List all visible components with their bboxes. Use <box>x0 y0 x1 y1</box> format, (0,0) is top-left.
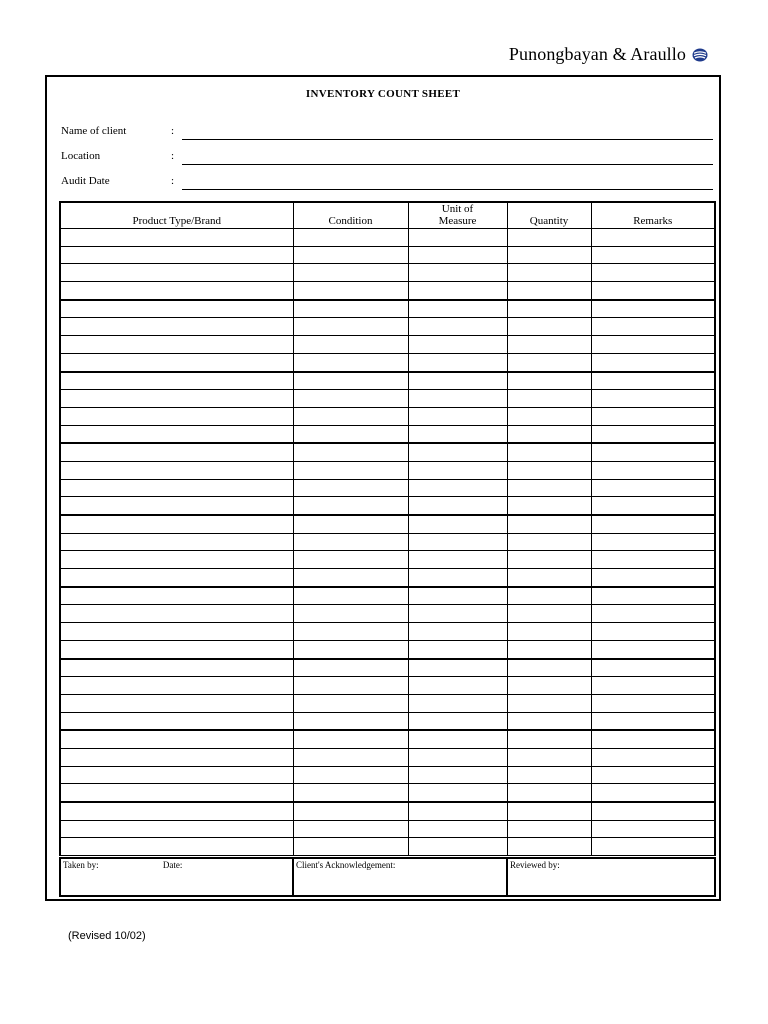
table-cell[interactable] <box>507 515 591 533</box>
audit-date-field[interactable] <box>61 174 713 190</box>
table-row <box>60 246 715 264</box>
table-cell[interactable] <box>408 353 507 371</box>
table-cell[interactable] <box>293 766 408 784</box>
table-cell[interactable] <box>591 461 715 479</box>
table-cell[interactable] <box>293 569 408 587</box>
table-cell[interactable] <box>408 336 507 354</box>
table-cell[interactable] <box>60 318 293 336</box>
table-cell[interactable] <box>293 730 408 748</box>
table-cell[interactable] <box>60 515 293 533</box>
table-cell[interactable] <box>507 766 591 784</box>
table-cell[interactable] <box>507 336 591 354</box>
table-cell[interactable] <box>507 461 591 479</box>
table-cell[interactable] <box>408 407 507 425</box>
table-row <box>60 838 715 856</box>
client-acknowledgement-box[interactable] <box>293 858 507 896</box>
table-row <box>60 318 715 336</box>
table-cell[interactable] <box>591 694 715 712</box>
table-cell[interactable] <box>60 390 293 408</box>
table-row <box>60 605 715 623</box>
location-field[interactable] <box>61 149 713 165</box>
signature-section <box>59 857 716 897</box>
table-cell[interactable] <box>293 694 408 712</box>
table-row <box>60 425 715 443</box>
table-cell[interactable] <box>60 372 293 390</box>
table-cell[interactable] <box>293 838 408 856</box>
table-cell[interactable] <box>507 802 591 820</box>
table-cell[interactable] <box>408 551 507 569</box>
table-cell[interactable] <box>507 640 591 658</box>
table-cell[interactable] <box>408 282 507 300</box>
form-title: INVENTORY COUNT SHEET <box>305 88 461 100</box>
table-cell[interactable] <box>293 353 408 371</box>
table-cell[interactable] <box>60 425 293 443</box>
table-cell[interactable] <box>60 229 293 247</box>
table-cell[interactable] <box>60 605 293 623</box>
table-cell[interactable] <box>507 784 591 802</box>
revision-note: (Revised 10/02) <box>68 930 146 942</box>
table-cell[interactable] <box>408 677 507 695</box>
table-row <box>60 587 715 605</box>
table-cell[interactable] <box>293 461 408 479</box>
table-row <box>60 640 715 658</box>
table-cell[interactable] <box>293 659 408 677</box>
table-cell[interactable] <box>591 497 715 515</box>
table-cell[interactable] <box>591 605 715 623</box>
field-underline <box>182 139 713 140</box>
table-cell[interactable] <box>591 677 715 695</box>
table-cell[interactable] <box>60 336 293 354</box>
table-cell[interactable] <box>60 246 293 264</box>
table-row <box>60 479 715 497</box>
table-cell[interactable] <box>507 712 591 730</box>
table-cell[interactable] <box>591 229 715 247</box>
table-row <box>60 497 715 515</box>
table-cell[interactable] <box>507 605 591 623</box>
table-cell[interactable] <box>591 443 715 461</box>
table-cell[interactable] <box>60 712 293 730</box>
table-cell[interactable] <box>507 229 591 247</box>
table-row <box>60 264 715 282</box>
table-cell[interactable] <box>293 336 408 354</box>
table-cell[interactable] <box>293 246 408 264</box>
table-cell[interactable] <box>408 461 507 479</box>
table-cell[interactable] <box>591 623 715 641</box>
table-cell[interactable] <box>507 820 591 838</box>
table-cell[interactable] <box>408 318 507 336</box>
table-cell[interactable] <box>507 748 591 766</box>
table-cell[interactable] <box>293 515 408 533</box>
table-cell[interactable] <box>60 533 293 551</box>
table-cell[interactable] <box>60 640 293 658</box>
field-underline <box>182 189 713 190</box>
table-cell[interactable] <box>591 300 715 318</box>
table-cell[interactable] <box>60 623 293 641</box>
table-cell[interactable] <box>507 282 591 300</box>
table-cell[interactable] <box>293 623 408 641</box>
table-cell[interactable] <box>408 300 507 318</box>
table-cell[interactable] <box>507 372 591 390</box>
table-cell[interactable] <box>591 353 715 371</box>
table-cell[interactable] <box>293 318 408 336</box>
table-cell[interactable] <box>293 229 408 247</box>
table-cell[interactable] <box>408 533 507 551</box>
table-cell[interactable] <box>293 640 408 658</box>
table-cell[interactable] <box>408 838 507 856</box>
column-header-remarks: Remarks <box>591 202 715 229</box>
table-cell[interactable] <box>293 300 408 318</box>
field-underline <box>182 164 713 165</box>
table-cell[interactable] <box>60 784 293 802</box>
client-acknowledgement-label: Client's Acknowledgement: <box>296 860 396 870</box>
table-cell[interactable] <box>507 569 591 587</box>
table-cell[interactable] <box>507 353 591 371</box>
inventory-form <box>45 75 721 901</box>
table-cell[interactable] <box>60 694 293 712</box>
table-cell[interactable] <box>408 372 507 390</box>
table-row <box>60 229 715 247</box>
table-cell[interactable] <box>293 802 408 820</box>
table-cell[interactable] <box>60 407 293 425</box>
table-cell[interactable] <box>60 300 293 318</box>
table-row <box>60 569 715 587</box>
table-cell[interactable] <box>293 407 408 425</box>
table-cell[interactable] <box>60 587 293 605</box>
table-cell[interactable] <box>591 838 715 856</box>
column-header-unit-line2: Measure <box>438 215 477 227</box>
table-cell[interactable] <box>591 515 715 533</box>
table-cell[interactable] <box>60 730 293 748</box>
table-cell[interactable] <box>591 390 715 408</box>
table-cell[interactable] <box>60 569 293 587</box>
table-cell[interactable] <box>591 784 715 802</box>
table-cell[interactable] <box>293 264 408 282</box>
table-cell[interactable] <box>408 659 507 677</box>
signature-row <box>60 858 715 896</box>
table-cell[interactable] <box>507 479 591 497</box>
table-cell[interactable] <box>591 712 715 730</box>
field-colon: : <box>171 150 175 162</box>
taken-by-label: Taken by: <box>63 860 99 870</box>
table-cell[interactable] <box>60 461 293 479</box>
table-cell[interactable] <box>507 551 591 569</box>
table-cell[interactable] <box>408 820 507 838</box>
table-row <box>60 533 715 551</box>
table-cell[interactable] <box>293 820 408 838</box>
table-cell[interactable] <box>60 282 293 300</box>
table-cell[interactable] <box>591 551 715 569</box>
table-cell[interactable] <box>293 605 408 623</box>
table-cell[interactable] <box>591 820 715 838</box>
table-row <box>60 515 715 533</box>
table-cell[interactable] <box>293 748 408 766</box>
table-cell[interactable] <box>591 533 715 551</box>
table-row <box>60 766 715 784</box>
table-cell[interactable] <box>408 497 507 515</box>
table-cell[interactable] <box>507 730 591 748</box>
table-cell[interactable] <box>60 838 293 856</box>
table-row <box>60 712 715 730</box>
table-cell[interactable] <box>293 372 408 390</box>
table-cell[interactable] <box>293 443 408 461</box>
table-row <box>60 677 715 695</box>
table-cell[interactable] <box>507 300 591 318</box>
table-cell[interactable] <box>591 569 715 587</box>
table-cell[interactable] <box>507 318 591 336</box>
table-cell[interactable] <box>507 694 591 712</box>
table-cell[interactable] <box>591 407 715 425</box>
table-cell[interactable] <box>507 264 591 282</box>
table-row <box>60 659 715 677</box>
field-label: Audit Date <box>61 175 110 187</box>
table-cell[interactable] <box>591 479 715 497</box>
table-cell[interactable] <box>408 605 507 623</box>
table-cell[interactable] <box>293 425 408 443</box>
table-cell[interactable] <box>408 640 507 658</box>
table-cell[interactable] <box>408 623 507 641</box>
table-cell[interactable] <box>591 246 715 264</box>
table-cell[interactable] <box>507 425 591 443</box>
table-row <box>60 282 715 300</box>
table-cell[interactable] <box>591 264 715 282</box>
table-cell[interactable] <box>408 587 507 605</box>
table-header-row <box>60 202 715 229</box>
table-cell[interactable] <box>408 425 507 443</box>
table-cell[interactable] <box>293 551 408 569</box>
table-cell[interactable] <box>408 246 507 264</box>
field-colon: : <box>171 175 175 187</box>
table-cell[interactable] <box>293 784 408 802</box>
table-cell[interactable] <box>408 766 507 784</box>
table-cell[interactable] <box>591 372 715 390</box>
table-cell[interactable] <box>408 479 507 497</box>
table-row <box>60 820 715 838</box>
table-cell[interactable] <box>408 784 507 802</box>
table-row <box>60 336 715 354</box>
table-cell[interactable] <box>293 712 408 730</box>
pa-logo-icon <box>692 48 708 62</box>
table-cell[interactable] <box>293 479 408 497</box>
table-cell[interactable] <box>591 336 715 354</box>
table-cell[interactable] <box>408 802 507 820</box>
table-cell[interactable] <box>507 246 591 264</box>
column-header-condition: Condition <box>293 202 408 229</box>
table-cell[interactable] <box>293 587 408 605</box>
inventory-table <box>59 201 716 856</box>
company-name: Punongbayan & Araullo <box>508 44 686 64</box>
table-cell[interactable] <box>60 551 293 569</box>
table-cell[interactable] <box>507 659 591 677</box>
table-row <box>60 784 715 802</box>
table-cell[interactable] <box>293 497 408 515</box>
table-cell[interactable] <box>60 353 293 371</box>
field-label: Location <box>61 150 101 162</box>
table-row <box>60 353 715 371</box>
field-label: Name of client <box>61 125 127 137</box>
table-cell[interactable] <box>60 766 293 784</box>
field-colon: : <box>171 125 175 137</box>
table-row <box>60 623 715 641</box>
table-cell[interactable] <box>293 533 408 551</box>
reviewed-by-box[interactable] <box>507 858 715 896</box>
table-row <box>60 443 715 461</box>
table-cell[interactable] <box>60 443 293 461</box>
table-cell[interactable] <box>591 802 715 820</box>
table-cell[interactable] <box>507 390 591 408</box>
table-cell[interactable] <box>591 766 715 784</box>
table-cell[interactable] <box>591 659 715 677</box>
column-header-unit-line1: Unit of <box>441 203 474 215</box>
table-cell[interactable] <box>507 838 591 856</box>
table-cell[interactable] <box>408 748 507 766</box>
table-cell[interactable] <box>293 282 408 300</box>
table-row <box>60 802 715 820</box>
table-cell[interactable] <box>60 659 293 677</box>
table-cell[interactable] <box>591 282 715 300</box>
table-body <box>60 229 715 856</box>
date-label: Date: <box>162 860 183 870</box>
table-cell[interactable] <box>507 587 591 605</box>
table-cell[interactable] <box>591 587 715 605</box>
table-cell[interactable] <box>293 390 408 408</box>
table-row <box>60 694 715 712</box>
table-cell[interactable] <box>507 497 591 515</box>
table-cell[interactable] <box>591 318 715 336</box>
table-cell[interactable] <box>60 479 293 497</box>
table-row <box>60 730 715 748</box>
taken-by-box[interactable] <box>60 858 293 896</box>
table-cell[interactable] <box>60 677 293 695</box>
table-cell[interactable] <box>408 264 507 282</box>
table-row <box>60 300 715 318</box>
table-cell[interactable] <box>293 677 408 695</box>
table-cell[interactable] <box>591 425 715 443</box>
table-cell[interactable] <box>408 443 507 461</box>
table-cell[interactable] <box>507 623 591 641</box>
column-header-product: Product Type/Brand <box>60 202 293 229</box>
reviewed-by-label: Reviewed by: <box>510 860 560 870</box>
table-cell[interactable] <box>408 694 507 712</box>
table-cell[interactable] <box>60 497 293 515</box>
table-row <box>60 461 715 479</box>
client-name-field[interactable] <box>61 124 713 140</box>
table-cell[interactable] <box>507 443 591 461</box>
table-cell[interactable] <box>408 712 507 730</box>
table-row <box>60 372 715 390</box>
table-cell[interactable] <box>507 407 591 425</box>
table-row <box>60 390 715 408</box>
table-cell[interactable] <box>60 820 293 838</box>
table-row <box>60 407 715 425</box>
column-header-unit <box>408 202 507 229</box>
table-cell[interactable] <box>408 390 507 408</box>
company-brand <box>509 44 708 65</box>
table-cell[interactable] <box>60 802 293 820</box>
table-cell[interactable] <box>408 730 507 748</box>
table-cell[interactable] <box>408 569 507 587</box>
column-header-quantity: Quantity <box>507 202 591 229</box>
table-cell[interactable] <box>507 533 591 551</box>
table-cell[interactable] <box>408 229 507 247</box>
table-cell[interactable] <box>507 677 591 695</box>
table-cell[interactable] <box>591 640 715 658</box>
table-cell[interactable] <box>591 730 715 748</box>
table-cell[interactable] <box>408 515 507 533</box>
table-cell[interactable] <box>60 748 293 766</box>
table-cell[interactable] <box>60 264 293 282</box>
table-cell[interactable] <box>591 748 715 766</box>
table-row <box>60 748 715 766</box>
table-row <box>60 551 715 569</box>
